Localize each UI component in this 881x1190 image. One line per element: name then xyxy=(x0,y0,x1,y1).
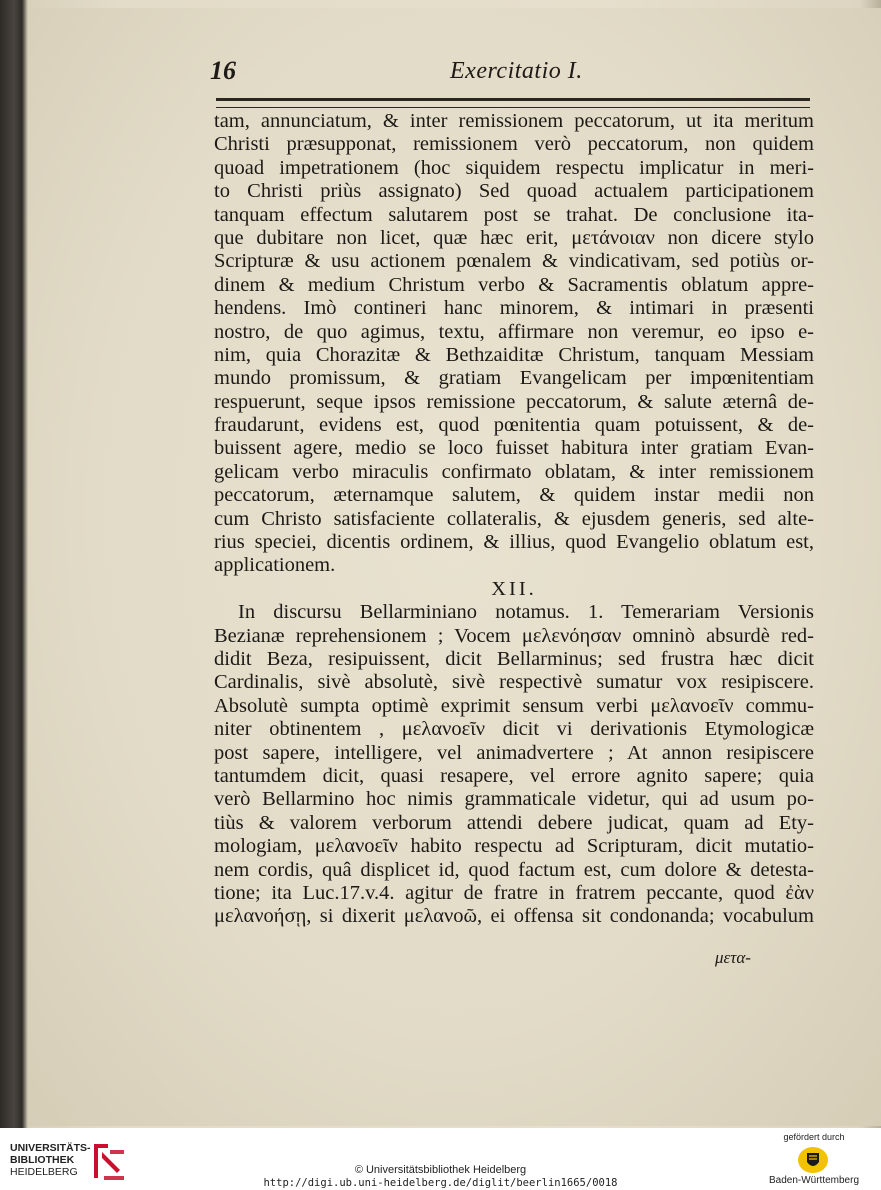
text-line: respuerunt, seque ipsos remissione peccatorum, & salute æternâ de- xyxy=(214,390,814,413)
text-line: mundo promissum, & gratiam Evangelicam per impœnitentiam xyxy=(214,367,814,390)
text-line: peccatorum, æternamque salutem, & quidem instar medii non xyxy=(214,484,814,507)
sponsor-block[interactable] xyxy=(759,1132,869,1188)
text-line: didit Beza, resipuissent, dicit Bellarminus; sed frustra hæc dicit xyxy=(214,647,814,670)
text-line: post sapere, intelligere, vel animadvertere ; At annon resipiscere xyxy=(214,741,814,764)
header-rule xyxy=(216,98,810,108)
section-number: XII. xyxy=(491,577,537,600)
text-line: cum Christo satisfaciente collateralis, & ejusdem generis, sed alte- xyxy=(214,507,814,530)
text-line: μελανοήσῃ, si dixerit μελανοῶ, ei offensa sit condonanda; vocabulum xyxy=(214,905,814,928)
text-line: nem cordis, quâ displicet id, quod factum est, cum dolore & detesta- xyxy=(214,858,814,881)
library-name-line: HEIDELBERG xyxy=(10,1166,78,1178)
library-name-line: BIBLIOTHEK xyxy=(10,1154,75,1166)
text-line: Christi præsupponat, remissionem verò peccatorum, non quidem xyxy=(214,133,814,156)
copyright-notice: © Universitätsbibliothek Heidelberg xyxy=(354,1164,527,1176)
text-line: fraudarunt, evidens est, quod pœnitentia quam potuissent, & de- xyxy=(214,414,814,437)
page-header xyxy=(210,56,810,96)
page-number: 16 xyxy=(210,56,236,85)
state-seal-icon xyxy=(797,1146,829,1174)
text-line: dinem & medium Christum verbo & Sacramentis oblatum appre- xyxy=(214,273,814,296)
text-line: tione; ita Luc.17.v.4. agitur de fratre in fratrem peccante, quod ἐὰν xyxy=(214,881,814,904)
text-line: buissent agere, medio se loco fuisset habitura inter gratiam Evan- xyxy=(214,437,814,460)
text-line: tam, annunciatum, & inter remissionem peccatorum, ut ita meritum xyxy=(214,110,814,132)
text-line: rius speciei, dicentis ordinem, & illius, quod Evangelio oblatum est, xyxy=(214,531,814,554)
viewer-footer xyxy=(0,1128,881,1190)
text-line: que dubitare non licet, quæ hæc erit, μετάνοιαν non dicere stylo xyxy=(214,226,814,249)
text-line: gelicam verbo miraculis confirmato oblatam, & inter remissionem xyxy=(214,460,814,483)
text-line: verò Bellarmino hoc nimis grammaticale videtur, qui ad usum po- xyxy=(214,788,814,811)
text-line: tanquam effectum salutarem post se trahat. De conclusione ita- xyxy=(214,203,814,226)
text-line: nim, quia Chorazitæ & Bethzaiditæ Christum, tanquam Messiam xyxy=(214,343,814,366)
text-line: Scripturæ & usu actionem pœnalem & vindicativam, sed potiùs or- xyxy=(214,250,814,273)
text-line: hendens. Imò contineri hanc minorem, & intimari in præsenti xyxy=(214,297,814,320)
text-line: mologiam, μελανοεῖν habito respectu ad Scripturam, dicit mutatio- xyxy=(214,835,814,858)
library-name-line: UNIVERSITÄTS- xyxy=(10,1142,91,1154)
text-line: to Christi priùs assignato) Sed quoad actualem participationem xyxy=(214,180,814,203)
running-head: Exercitatio I. xyxy=(450,58,583,84)
text-line: applicationem. xyxy=(214,554,336,577)
catchword: μετα- xyxy=(715,948,751,967)
text-line: quoad impetrationem (hoc siquidem respectu implicatur in meri- xyxy=(214,156,814,179)
text-line: Bezianæ reprehensionem ; Vocem μελενόησαν omninò absurdè red- xyxy=(214,624,814,647)
sponsor-label: gefördert durch xyxy=(783,1132,845,1142)
page-body xyxy=(214,110,814,929)
text-line: In discursu Bellarminiano notamus. 1. Temerariam Versionis xyxy=(238,601,814,624)
text-line: tiùs & valorem verborum attendi debere judicat, quam ad Ety- xyxy=(214,811,814,834)
text-line: Absolutè sumpta optimè exprimit sensum verbi μελανοεῖν commu- xyxy=(214,694,814,717)
text-line: tantumdem dicit, quasi resapere, vel errore agnito sapere; quia xyxy=(214,764,814,787)
text-line: Cardinalis, sivè absolutè, sivè respectivè sumatur vox resipiscere. xyxy=(214,671,814,694)
text-line: nostro, de quo agimus, textu, affirmare non veremur, eo ipso e- xyxy=(214,320,814,343)
text-line: niter obtinentem , μελανοεῖν dicit vi derivationis Etymologicæ xyxy=(214,718,814,741)
sponsor-name: Baden-Württemberg xyxy=(768,1175,860,1186)
permalink[interactable]: http://digi.ub.uni-heidelberg.de/diglit/beerlin1665/0018 xyxy=(263,1177,618,1189)
